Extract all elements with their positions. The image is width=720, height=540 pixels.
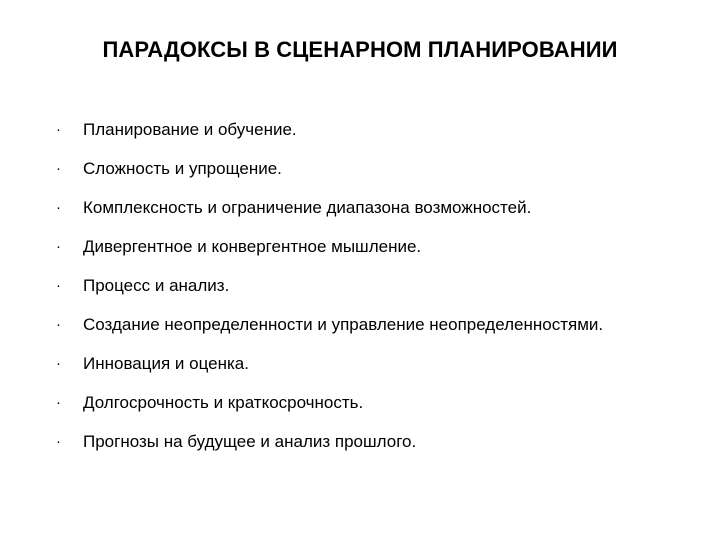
slide-title: ПАРАДОКСЫ В СЦЕНАРНОМ ПЛАНИРОВАНИИ (102, 37, 618, 62)
bullet-dot-icon: · (56, 394, 61, 411)
bullet-item-forecasts (56, 431, 676, 453)
bullet-item-complexity (56, 158, 676, 180)
bullet-dot-icon: · (56, 355, 61, 372)
bullet-item-process (56, 275, 676, 297)
bullet-dot-icon: · (56, 433, 61, 450)
bullet-text: Дивергентное и конвергентное мышление. (83, 237, 422, 256)
bullet-dot-icon: · (56, 316, 61, 333)
bullet-list (56, 119, 676, 470)
bullet-item-thinking (56, 236, 676, 258)
bullet-item-comprehensiveness (56, 197, 676, 219)
bullet-dot-icon: · (56, 121, 61, 138)
bullet-text: Долгосрочность и краткосрочность. (83, 393, 364, 412)
bullet-item-innovation (56, 353, 676, 375)
bullet-item-uncertainty (56, 314, 676, 336)
bullet-text: Планирование и обучение. (83, 120, 297, 139)
bullet-text: Создание неопределенности и управление неопределенностями. (83, 315, 604, 334)
bullet-text: Процесс и анализ. (83, 276, 230, 295)
bullet-dot-icon: · (56, 199, 61, 216)
bullet-dot-icon: · (56, 238, 61, 255)
bullet-dot-icon: · (56, 277, 61, 294)
bullet-item-term (56, 392, 676, 414)
bullet-text: Инновация и оценка. (83, 354, 249, 373)
bullet-text: Прогнозы на будущее и анализ прошлого. (83, 432, 417, 451)
bullet-text: Сложность и упрощение. (83, 159, 282, 178)
bullet-text: Комплексность и ограничение диапазона возможностей. (83, 198, 532, 217)
bullet-item-planning (56, 119, 676, 141)
bullet-dot-icon: · (56, 160, 61, 177)
